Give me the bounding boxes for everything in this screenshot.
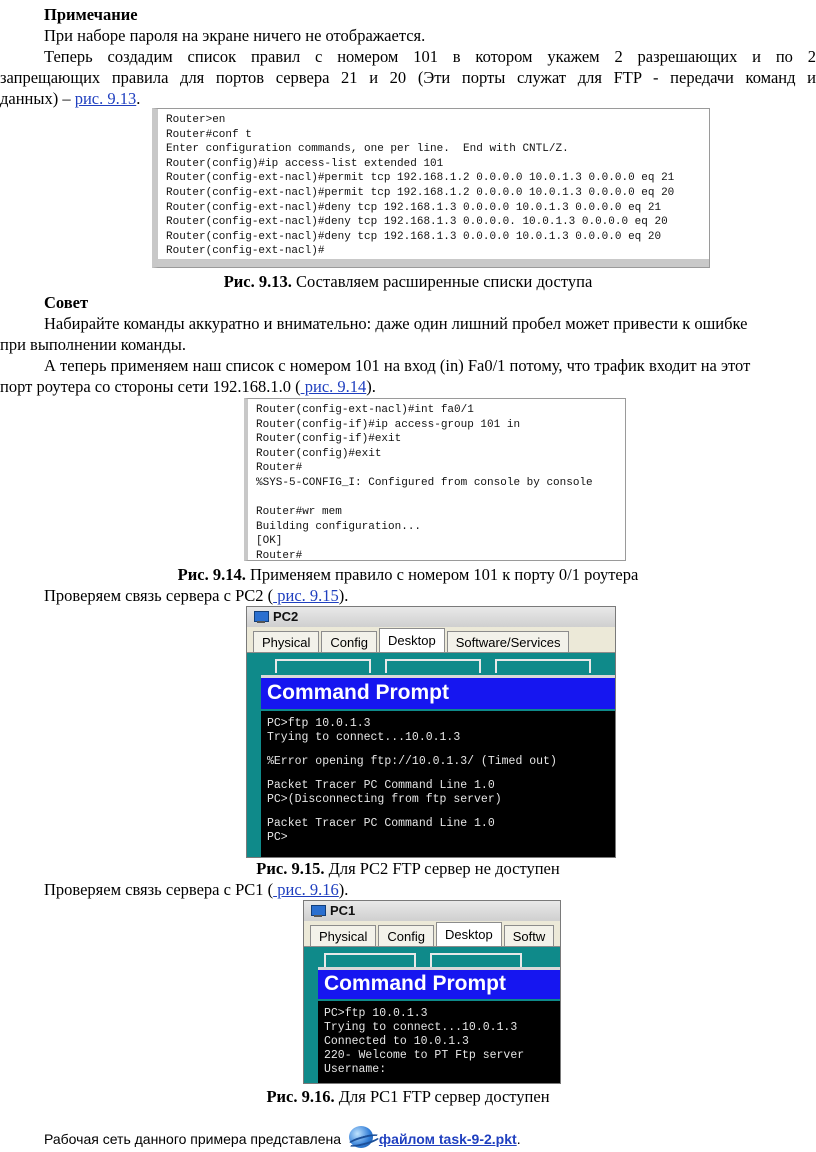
- para2-line1: А теперь применяем наш список с номером 101 на вход (in) Fa0/1 потому, что трафик входит на этот: [44, 356, 751, 375]
- pc2-titlebar: [247, 607, 615, 627]
- fig-9-14-caption: Рис. 9.14. Применяем правило с номером 101 к порту 0/1 роутера: [177, 565, 639, 584]
- link-fig-9-15[interactable]: рис. 9.15: [273, 586, 339, 605]
- pc1-tabs: [304, 921, 560, 947]
- terminal-line: Router(config)#ip access-list extended 101: [166, 157, 444, 170]
- fig-9-14-terminal: [244, 398, 626, 561]
- desktop-app-frame: [495, 659, 591, 673]
- terminal-line: Router(config-ext-nacl)#: [166, 245, 325, 258]
- tip-heading: Совет: [44, 293, 89, 312]
- tab-physical[interactable]: Physical: [310, 925, 376, 946]
- terminal-line: Router(config-if)#ip access-group 101 in: [256, 418, 521, 431]
- pc-icon: [253, 611, 269, 624]
- terminal-line: Router>en: [166, 114, 226, 126]
- link-fig-9-16[interactable]: рис. 9.16: [273, 880, 339, 899]
- terminal-line: Building configuration...: [256, 520, 422, 533]
- pc1-desktop: [304, 947, 560, 1084]
- terminal-line: Packet Tracer PC Command Line 1.0: [267, 817, 495, 830]
- terminal-line: Router(config-ext-nacl)#permit tcp 192.168.1.2 0.0.0.0 10.0.1.3 0.0.0.0 eq 21: [166, 172, 675, 185]
- para1-line1: Теперь создадим список правил с номером 101 в котором укажем 2 разрешающих и по 2: [44, 47, 816, 66]
- terminal-line: PC>: [267, 831, 288, 844]
- terminal-line: PC>ftp 10.0.1.3: [267, 717, 371, 730]
- terminal-line: Router(config-ext-nacl)#int fa0/1: [256, 404, 474, 416]
- terminal-line: Router#: [256, 549, 303, 561]
- pc2-window: [246, 606, 616, 858]
- window-title: PC2: [273, 609, 299, 624]
- terminal-gap: [267, 807, 615, 817]
- pc2-tabs: [247, 627, 615, 653]
- terminal-line: Packet Tracer PC Command Line 1.0: [267, 779, 495, 792]
- terminal-line: 220- Welcome to PT Ftp server: [324, 1049, 525, 1062]
- tab-physical[interactable]: Physical: [253, 631, 319, 652]
- para1-line3: данных) – рис. 9.13.: [0, 89, 141, 108]
- link-fig-9-13[interactable]: рис. 9.13: [74, 89, 137, 108]
- fig-9-16-caption: Рис. 9.16. Для PC1 FTP сервер доступен: [266, 1087, 550, 1106]
- tip-line1: Набирайте команды аккуратно и внимательно: даже один лишний пробел может привести к ошибке: [44, 314, 748, 333]
- tab-config[interactable]: Config: [378, 925, 434, 946]
- terminal-line: Router(config)#exit: [256, 447, 382, 460]
- terminal-line: Router(config-ext-nacl)#deny tcp 192.168.1.3 0.0.0.0 10.0.1.3 0.0.0.0 eq 20: [166, 230, 662, 243]
- desktop-app-frame: [324, 953, 416, 967]
- terminal-line: Trying to connect...10.0.1.3: [324, 1021, 518, 1034]
- window-title: PC1: [330, 903, 356, 918]
- terminal-line: Username:: [324, 1063, 387, 1076]
- network-file-icon[interactable]: [347, 1124, 377, 1152]
- command-prompt-terminal[interactable]: [261, 711, 615, 858]
- pc1-titlebar: [304, 901, 560, 921]
- pc1-window: [303, 900, 561, 1084]
- terminal-line: Router(config-ext-nacl)#deny tcp 192.168.1.3 0.0.0.0. 10.0.1.3 0.0.0.0 eq 20: [166, 216, 668, 229]
- link-fig-9-14[interactable]: рис. 9.14: [300, 377, 367, 396]
- terminal-line: [256, 491, 625, 506]
- tip-line2: при выполнении команды.: [0, 335, 186, 354]
- note-text: При наборе пароля на экране ничего не отображается.: [44, 26, 426, 45]
- terminal-line: %SYS-5-CONFIG_I: Configured from console by console: [256, 476, 593, 489]
- tab-software-services[interactable]: Softw: [504, 925, 555, 946]
- footer-text: Рабочая сеть данного примера представлена файлом task-9-2.pkt.: [44, 1124, 521, 1152]
- command-prompt-terminal[interactable]: [318, 1001, 561, 1084]
- command-prompt-header: Command Prompt: [261, 675, 616, 709]
- terminal-line: %Error opening ftp://10.0.1.3/ (Timed out): [267, 755, 557, 768]
- desktop-app-frame: [275, 659, 371, 673]
- fig-9-15-caption: Рис. 9.15. Для PC2 FTP сервер не доступен: [256, 859, 560, 878]
- task-file-link[interactable]: файлом task-9-2.pkt: [378, 1131, 517, 1147]
- terminal-line: Router#conf t: [166, 128, 252, 141]
- terminal-scrollbar: [158, 259, 709, 267]
- terminal-line: [OK]: [256, 535, 283, 548]
- terminal-line: Router(config-if)#exit: [256, 433, 402, 446]
- terminal-line: Enter configuration commands, one per line. End with CNTL/Z.: [166, 143, 569, 156]
- terminal-line: Router#wr mem: [256, 506, 342, 519]
- para2-line2: порт роутера со стороны сети 192.168.1.0 ( рис. 9.14).: [0, 377, 376, 396]
- desktop-app-frame: [430, 953, 522, 967]
- check-pc2-text: Проверяем связь сервера с PC2 ( рис. 9.15).: [44, 586, 349, 605]
- tab-desktop[interactable]: Desktop: [379, 628, 445, 652]
- para1-line2: запрещающих правила для портов сервера 21 и 20 (Эти порты служат для FTP - передачи команд и: [0, 68, 816, 87]
- terminal-gap: [267, 745, 615, 755]
- pc2-desktop: [247, 653, 615, 858]
- tab-desktop[interactable]: Desktop: [436, 922, 502, 946]
- terminal-line: Router#: [256, 462, 303, 475]
- terminal-line: Router(config-ext-nacl)#permit tcp 192.168.1.2 0.0.0.0 10.0.1.3 0.0.0.0 eq 20: [166, 186, 675, 199]
- terminal-line: Trying to connect...10.0.1.3: [267, 731, 461, 744]
- terminal-line: PC>ftp 10.0.1.3: [324, 1007, 428, 1020]
- check-pc1-text: Проверяем связь сервера с PC1 ( рис. 9.16).: [44, 880, 349, 899]
- command-prompt-header: Command Prompt: [318, 967, 561, 999]
- fig-9-13-caption: Рис. 9.13. Составляем расширенные списки доступа: [223, 272, 593, 291]
- terminal-gap: [267, 769, 615, 779]
- tab-software-services[interactable]: Software/Services: [447, 631, 570, 652]
- note-heading: Примечание: [44, 5, 138, 24]
- terminal-line: PC>(Disconnecting from ftp server): [267, 793, 502, 806]
- tab-config[interactable]: Config: [321, 631, 377, 652]
- desktop-app-frame: [385, 659, 481, 673]
- fig-9-13-terminal: [152, 108, 710, 268]
- terminal-line: Connected to 10.0.1.3: [324, 1035, 469, 1048]
- terminal-line: Router(config-ext-nacl)#deny tcp 192.168.1.3 0.0.0.0 10.0.1.3 0.0.0.0 eq 21: [166, 201, 662, 214]
- pc-icon: [310, 905, 326, 918]
